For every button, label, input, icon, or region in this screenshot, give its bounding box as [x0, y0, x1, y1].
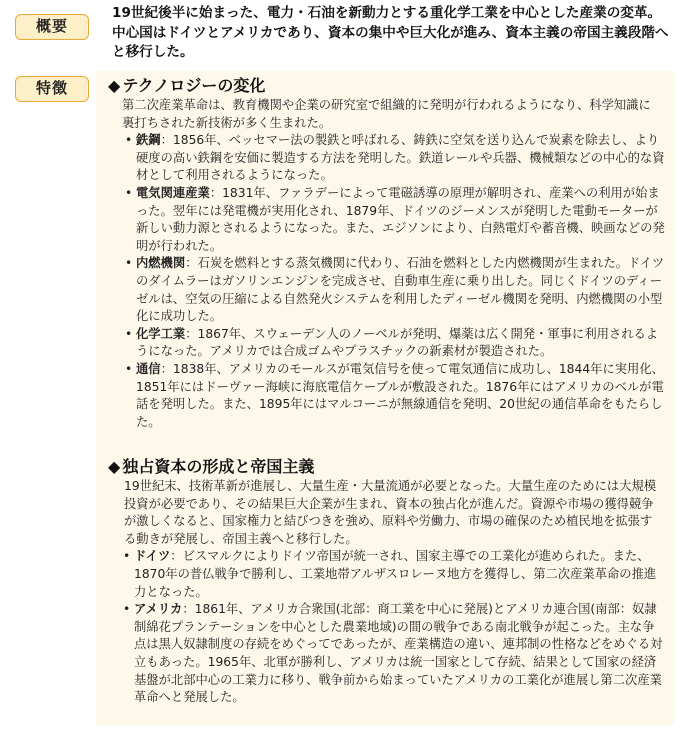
item-separator: ： [170, 549, 183, 564]
country-list [96, 548, 674, 706]
item-term: アメリカ [134, 602, 183, 617]
item-text: 1831年、ファラデーによって電磁誘導の原理が解明され、産業への利用が始まった。翌年には発電機が実用化され、1879年、ドイツのジーメンスが発明した電動モーターが新しい動力源とされるようになった。また、エジソンにより、白熱電灯や蓄音機、映画などの発明が行われた。 [136, 185, 665, 253]
technology-list [96, 132, 674, 431]
item-text: 1838年、アメリカのモールスが電気信号を使って電気通信に成功し、1844年に実用化、1851年にはドーヴァー海峡に海底電信ケーブルが敷設された。1876年にはアメリカのベルが電話を発明した。また、1895年にはマルコーニが無線通信を発明、20世紀の通信革命をもたらした。 [136, 361, 664, 429]
diamond-icon: ◆ [108, 457, 121, 476]
item-text: 1861年、アメリカ合衆国(北部：商工業を中心に発展)とアメリカ連合国(南部：奴隷制綿花プランテーションを中心とした農業地域)の間の戦争である南北戦争が起こった。主な争点は黒人奴隷制度の存続をめぐってであったが、産業構造の違い、連邦制の性格などをめぐる対立もあった。1965年、北軍が勝利し、アメリカは統一国家として存続、結果として国家の経済基盤が北部中心の工業力に移り、戦争前から始まっていたアメリカの工業化が進展し第二次産業革命へと発展した。 [134, 602, 663, 705]
section-intro: 19世紀末、技術革新が進展し、大量生産・大量流通が必要となった。大量生産のためには大規模投資が必要であり、その結果巨大企業が生まれ、資本の独占化が進んだ。資源や市場の獲得競争が激しくなると、国家権力と結びつきを強め、原料や労働力、市場の確保のため植民地を拡張する動きが発展し、帝国主義へと移行した。 [124, 479, 657, 546]
list-item-electric [125, 185, 666, 255]
list-item-america [123, 601, 666, 707]
section-intro: 第二次産業革命は、教育機関や企業の研究室で組織的に発明が行われるようになり、科学知識に裏打ちされた新技術が多く生まれた。 [122, 98, 651, 130]
section-monopoly-imperialism [96, 456, 674, 707]
list-item-chemical [125, 326, 666, 361]
item-text: 1867年、スウェーデン人のノーベルが発明、爆薬は広く開発・軍事に利用されるようになった。アメリカでは合成ゴムやプラスチックの新素材が製造された。 [136, 326, 659, 359]
bullet-icon: • [123, 602, 131, 617]
list-item-germany [123, 548, 666, 601]
item-separator: ： [185, 326, 198, 341]
features-badge: 特徴 [15, 76, 89, 102]
item-separator: ： [185, 256, 198, 271]
bullet-icon: • [125, 326, 133, 341]
bullet-icon: • [125, 133, 133, 148]
item-separator: ： [160, 361, 173, 376]
item-term: 通信 [136, 361, 161, 376]
section-heading [108, 456, 674, 478]
item-term: ドイツ [134, 549, 171, 564]
list-item-steel [125, 132, 666, 185]
item-term: 電気関連産業 [136, 185, 210, 200]
section-heading-text: テクノロジーの変化 [122, 76, 266, 95]
item-separator: ： [182, 602, 195, 617]
bullet-icon: • [123, 549, 131, 564]
list-item-communication [125, 361, 666, 431]
section-heading [108, 75, 674, 97]
bullet-icon: • [125, 361, 133, 376]
features-panel [96, 71, 674, 725]
item-term: 化学工業 [136, 326, 186, 341]
item-text: ビスマルクによりドイツ帝国が統一され、国家主導での工業化が進められた。また、1870年の普仏戦争で勝利し、工業地帯アルザスロレーヌ地方を獲得し、第二次産業革命の推進力となった。 [134, 549, 657, 599]
section-heading-text: 独占資本の形成と帝国主義 [122, 457, 315, 476]
item-term: 内燃機関 [136, 256, 186, 271]
item-separator: ： [209, 185, 223, 200]
item-separator: ： [160, 133, 173, 148]
list-item-engine [125, 255, 666, 325]
bullet-icon: • [125, 256, 133, 271]
summary-text: 19世紀後半に始まった、電力・石油を新動力とする重化学工業を中心とした産業の変革。中心国はドイツとアメリカであり、資本の集中や巨大化が進み、資本主義の帝国主義段階へと移行した。 [112, 5, 669, 60]
summary-badge: 概要 [15, 14, 89, 40]
section-technology [96, 75, 674, 431]
bullet-icon: • [125, 185, 133, 200]
diamond-icon: ◆ [108, 76, 121, 95]
item-term: 鉄鋼 [136, 133, 161, 148]
item-text: 1856年、ベッセマー法の製鉄と呼ばれる、鋳鉄に空気を送り込んで炭素を除去し、より硬度の高い鉄鋼を安価に製造する方法を発明した。鉄道レールや兵器、機械類などの中心的な資材として利用されるようになった。 [136, 133, 665, 183]
item-text: 石炭を燃料とする蒸気機関に代わり、石油を燃料とした内燃機関が生まれた。ドイツのダイムラーはガソリンエンジンを完成させ、自動車生産に乗り出した。同じくドイツのディーゼルは、空気の圧縮による自然発火システムを利用したディーゼル機関を発明、内燃機関の小型化に成功した。 [136, 256, 665, 324]
